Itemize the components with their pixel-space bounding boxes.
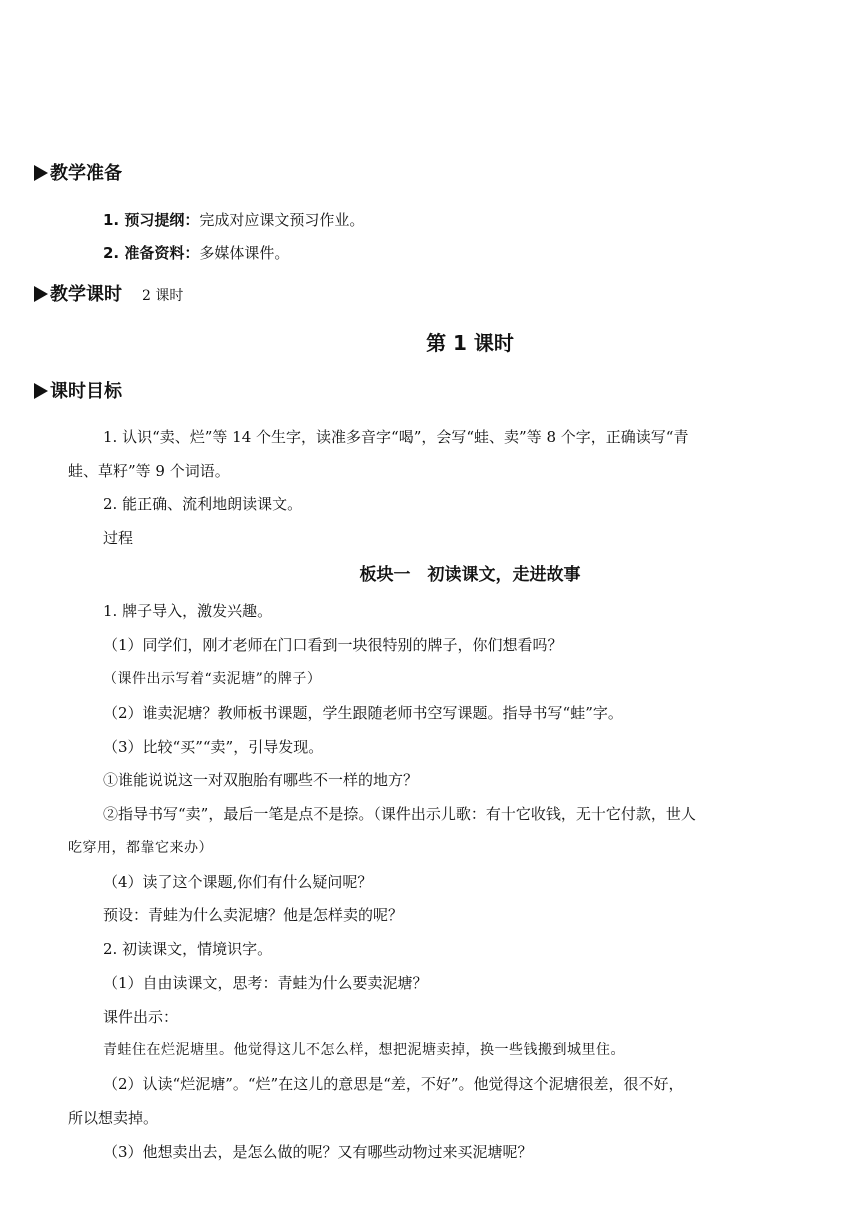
goal-2: 2. 能正确、流利地朗读课文。	[103, 495, 303, 513]
hours-value: 2 课时	[142, 288, 184, 304]
lesson-title: 第 1 课时	[426, 331, 514, 355]
triangle-bullet-icon	[34, 286, 48, 302]
body-line: （3）比较“买”“卖”，引导发现。	[103, 738, 324, 756]
body-line: 预设：青蛙为什么卖泥塘？他是怎样卖的呢？	[103, 906, 404, 924]
section-heading-goals	[34, 380, 122, 404]
body-line: （3）他想卖出去，是怎么做的呢？又有哪些动物过来买泥塘呢？	[103, 1143, 533, 1161]
goal-1-line-2: 蛙、草籽”等 9 个词语。	[68, 462, 230, 480]
section-heading-hours	[34, 283, 183, 308]
block-title: 板块一 初读课文，走进故事	[359, 565, 581, 585]
process-label: 过程	[103, 529, 134, 547]
body-line: ①谁能说说这一对双胞胎有哪些不一样的地方？	[103, 771, 419, 789]
section-heading-prep	[34, 162, 122, 186]
goals-heading-text: 课时目标	[50, 381, 122, 402]
body-line: （4）读了这个课题,你们有什么疑问呢？	[103, 873, 373, 891]
prep-heading-text: 教学准备	[50, 163, 122, 184]
body-line: （1）自由读课文，思考：青蛙为什么要卖泥塘？	[103, 974, 428, 992]
prep-item-2	[103, 243, 289, 263]
body-line: （2）谁卖泥塘？教师板书课题，学生跟随老师书空写课题。指导书写“蛙”字。	[103, 704, 623, 722]
triangle-bullet-icon	[34, 165, 48, 181]
prep-item-2-text: 多媒体课件。	[199, 244, 290, 262]
prep-item-1-text: 完成对应课文预习作业。	[199, 211, 365, 229]
courseware-note: （课件出示写着“卖泥塘”的牌子）	[103, 671, 322, 687]
prep-item-1	[103, 210, 364, 230]
body-line: ②指导书写“卖”，最后一笔是点不是捺。（课件出示儿歌：有十它收钱，无十它付款，世人	[103, 805, 696, 823]
triangle-bullet-icon	[34, 383, 48, 399]
courseware-note: 吃穿用，都靠它来办）	[68, 840, 213, 856]
courseware-quote: 青蛙住在烂泥塘里。他觉得这儿不怎么样，想把泥塘卖掉，换一些钱搬到城里住。	[103, 1042, 625, 1058]
prep-item-2-label: 2. 准备资料：	[103, 244, 200, 262]
body-line: 1. 牌子导入，激发兴趣。	[103, 602, 273, 620]
body-line: （1）同学们，刚才老师在门口看到一块很特别的牌子，你们想看吗？	[103, 636, 563, 654]
body-line: 课件出示：	[103, 1008, 179, 1026]
goal-1-line-1: 1. 认识“卖、烂”等 14 个生字，读准多音字“喝”，会写“蛙、卖”等 8 个字，正确读写“青	[103, 428, 689, 446]
body-line: 所以想卖掉。	[68, 1109, 159, 1127]
body-line: （2）认读“烂泥塘”。“烂”在这儿的意思是“差，不好”。他觉得这个泥塘很差，很不好，	[103, 1075, 684, 1093]
hours-heading-text: 教学课时	[50, 284, 122, 305]
prep-item-1-label: 1. 预习提纲：	[103, 211, 200, 229]
body-line: 2. 初读课文，情境识字。	[103, 940, 273, 958]
